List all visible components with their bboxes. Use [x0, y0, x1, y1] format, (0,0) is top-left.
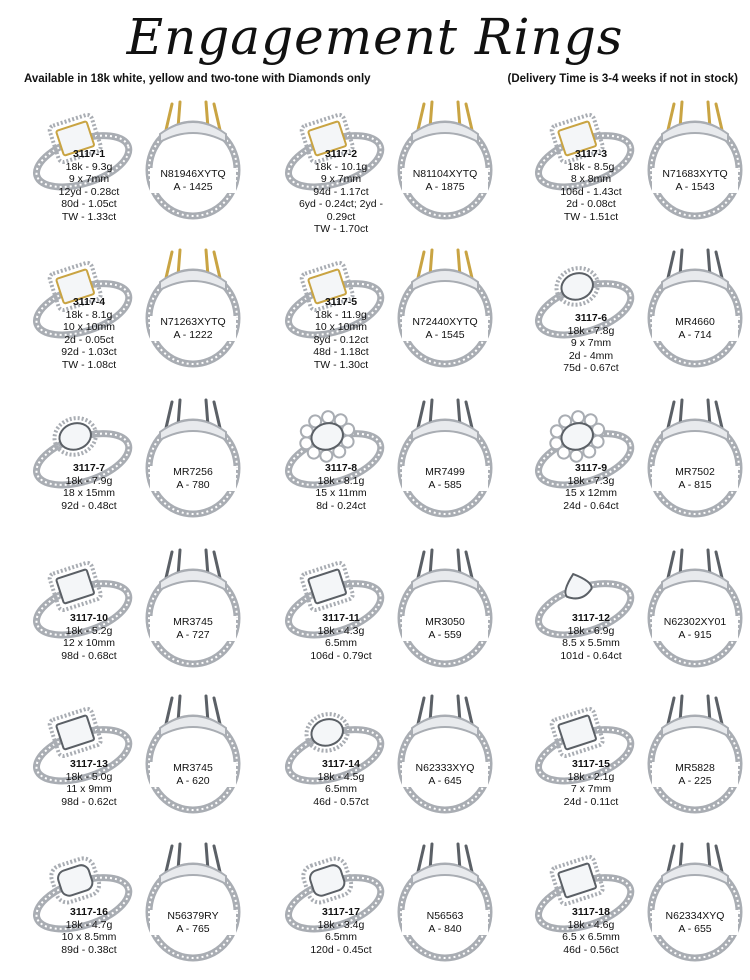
model-number	[402, 616, 488, 641]
model-number	[150, 316, 236, 341]
style-code: 3117-13	[70, 758, 108, 770]
ring-front-view-icon	[390, 832, 500, 962]
spec-line: 18k - 11.9g	[315, 308, 367, 321]
model-code: MR7499	[425, 466, 465, 478]
spec-line: 18k - 9.3g	[65, 160, 113, 173]
ring-front-view-icon	[640, 238, 750, 368]
spec-line: 106d - 0.79ct	[310, 649, 372, 662]
spec-line: 94d - 1.17ct	[313, 185, 369, 198]
style-code: 3117-10	[70, 612, 108, 624]
model-number	[402, 466, 488, 491]
style-code: 3117-18	[572, 906, 610, 918]
model-number	[402, 762, 488, 787]
spec-line: TW - 1.70ct	[313, 223, 369, 235]
page-title: Engagement Rings	[126, 8, 624, 66]
spec-line: 8.5 x 5.5mm	[562, 637, 620, 649]
ring-entry	[262, 830, 512, 980]
spec-line: 18k - 7.3g	[567, 474, 615, 487]
model-code: MR5828	[675, 762, 715, 774]
spec-line: 6yd - 0.24ct; 2yd - 0.29ct	[298, 198, 384, 223]
model-price: A - 620	[176, 774, 210, 787]
model-code: N72440XYTQ	[412, 316, 478, 328]
ring-specs	[536, 462, 646, 512]
spec-line: 92d - 0.48ct	[61, 499, 117, 512]
ring-entry	[512, 236, 750, 386]
ring-front-view-icon	[640, 832, 750, 962]
spec-line: 18k - 7.8g	[567, 324, 615, 337]
ring-entry	[512, 386, 750, 536]
delivery-note: (Delivery Time is 3-4 weeks if not in stock)	[507, 73, 738, 85]
model-code: N81946XYTQ	[160, 168, 226, 180]
model-number	[652, 168, 738, 193]
spec-line: 18k - 4.3g	[317, 624, 365, 637]
model-price: A - 780	[176, 478, 210, 491]
model-price: A - 1875	[425, 180, 465, 193]
spec-line: 46d - 0.56ct	[563, 943, 619, 956]
spec-line: 18k - 5.0g	[65, 770, 113, 783]
ring-specs	[34, 148, 144, 223]
spec-line: 2d - 4mm	[568, 349, 614, 362]
model-price: A - 225	[678, 774, 712, 787]
ring-specs	[286, 296, 396, 371]
model-number	[652, 762, 738, 787]
spec-line: 18k - 5.2g	[65, 624, 113, 637]
spec-line: 9 x 7mm	[570, 337, 612, 349]
ring-entry	[262, 386, 512, 536]
spec-line: 18 x 15mm	[63, 487, 115, 499]
spec-line: 2d - 0.08ct	[566, 198, 616, 210]
ring-entry	[10, 536, 260, 686]
spec-line: 2d - 0.05ct	[64, 333, 114, 346]
spec-line: 24d - 0.64ct	[563, 499, 619, 512]
model-price: A - 559	[428, 628, 462, 641]
ring-entry	[10, 386, 260, 536]
ring-entry	[512, 536, 750, 686]
model-code: N71263XYTQ	[160, 316, 226, 328]
model-number	[402, 910, 488, 935]
ring-specs	[34, 612, 144, 662]
ring-specs	[34, 906, 144, 956]
spec-line: 12 x 10mm	[63, 637, 115, 649]
spec-line: 6.5mm	[324, 931, 358, 943]
spec-line: 89d - 0.38ct	[61, 943, 117, 956]
style-code: 3117-8	[324, 462, 358, 474]
spec-line: 106d - 1.43ct	[560, 185, 622, 198]
spec-line: 80d - 1.05ct	[61, 198, 117, 210]
model-code: MR7502	[675, 466, 715, 478]
spec-line: 18k - 8.1g	[317, 474, 365, 487]
style-code: 3117-7	[72, 462, 106, 474]
spec-line: 18k - 8.5g	[567, 160, 615, 173]
model-number	[150, 168, 236, 193]
spec-line: 15 x 11mm	[315, 487, 367, 499]
ring-entry	[262, 682, 512, 832]
spec-line: 18k - 7.9g	[65, 474, 113, 487]
spec-line: 24d - 0.11ct	[563, 795, 619, 808]
spec-line: 18k - 2.1g	[567, 770, 615, 783]
ring-specs	[286, 906, 396, 956]
spec-line: 48d - 1.18ct	[313, 346, 369, 358]
model-code: N56379RY	[167, 910, 219, 922]
model-price: A - 1425	[173, 180, 213, 193]
spec-line: 46d - 0.57ct	[313, 795, 369, 808]
ring-specs	[536, 148, 646, 223]
ring-specs	[536, 906, 646, 956]
spec-line: 18k - 6.9g	[567, 624, 615, 637]
model-price: A - 1222	[173, 328, 213, 341]
ring-entry	[10, 682, 260, 832]
ring-entry	[10, 236, 260, 386]
ring-front-view-icon	[390, 538, 500, 668]
style-code: 3117-5	[324, 296, 358, 308]
spec-line: 11 x 9mm	[66, 783, 112, 795]
spec-line: 120d - 0.45ct	[310, 943, 372, 956]
ring-front-view-icon	[640, 684, 750, 814]
spec-line: 9 x 7mm	[320, 173, 362, 185]
spec-line: 92d - 1.03ct	[61, 346, 117, 358]
ring-specs	[536, 758, 646, 808]
model-code: MR3745	[173, 616, 213, 628]
spec-line: 12yd - 0.28ct	[58, 185, 120, 198]
model-code: N56563	[426, 910, 464, 922]
spec-line: 75d - 0.67ct	[563, 362, 619, 374]
style-code: 3117-3	[574, 148, 608, 160]
spec-line: 8 x 8mm	[570, 173, 612, 185]
spec-line: TW - 1.08ct	[61, 358, 117, 371]
ring-specs	[34, 758, 144, 808]
ring-front-view-icon	[390, 684, 500, 814]
spec-line: 10 x 10mm	[63, 321, 115, 333]
model-number	[652, 316, 738, 341]
model-price: A - 765	[176, 922, 210, 935]
model-price: A - 714	[678, 328, 712, 341]
spec-line: 98d - 0.62ct	[61, 795, 117, 808]
ring-specs	[286, 612, 396, 662]
model-price: A - 655	[678, 922, 712, 935]
model-number	[652, 466, 738, 491]
style-code: 3117-4	[72, 296, 106, 308]
model-code: N71683XYTQ	[662, 168, 728, 180]
ring-entry	[512, 682, 750, 832]
spec-line: 18k - 8.1g	[65, 308, 113, 321]
ring-front-view-icon	[138, 684, 248, 814]
spec-line: 98d - 0.68ct	[61, 649, 117, 662]
ring-entry	[10, 88, 260, 238]
spec-line: 18k - 4.7g	[65, 918, 113, 931]
ring-front-view-icon	[138, 238, 248, 368]
spec-line: 10 x 8.5mm	[61, 931, 117, 943]
spec-line: 8d - 0.24ct	[316, 499, 366, 512]
spec-line: 6.5 x 6.5mm	[562, 931, 620, 943]
ring-front-view-icon	[138, 90, 248, 220]
spec-line: TW - 1.30ct	[313, 358, 369, 371]
model-code: MR4660	[675, 316, 715, 328]
model-number	[402, 168, 488, 193]
style-code: 3117-9	[574, 462, 608, 474]
model-price: A - 915	[678, 628, 712, 641]
model-code: MR3050	[425, 616, 465, 628]
model-number	[150, 762, 236, 787]
ring-entry	[262, 536, 512, 686]
ring-front-view-icon	[138, 388, 248, 518]
model-price: A - 727	[176, 628, 210, 641]
style-code: 3117-15	[572, 758, 610, 770]
ring-front-view-icon	[138, 832, 248, 962]
spec-line: 18k - 4.6g	[567, 918, 615, 931]
model-code: MR7256	[173, 466, 213, 478]
ring-specs	[34, 296, 144, 371]
spec-line: 15 x 12mm	[565, 487, 617, 499]
style-code: 3117-14	[322, 758, 360, 770]
spec-line: TW - 1.33ct	[61, 210, 117, 223]
spec-line: 6.5mm	[324, 783, 358, 795]
ring-specs	[286, 462, 396, 512]
spec-line: 10 x 10mm	[315, 321, 367, 333]
ring-specs	[286, 148, 396, 236]
model-code: MR3745	[173, 762, 213, 774]
model-number	[402, 316, 488, 341]
ring-specs	[34, 462, 144, 512]
model-price: A - 645	[428, 774, 462, 787]
model-price: A - 840	[428, 922, 462, 935]
spec-line: 18k - 3.4g	[317, 918, 365, 931]
model-code: N62334XYQ	[665, 910, 725, 922]
ring-front-view-icon	[640, 538, 750, 668]
style-code: 3117-1	[72, 148, 106, 160]
model-number	[150, 910, 236, 935]
style-code: 3117-2	[324, 148, 358, 160]
model-price: A - 1545	[425, 328, 465, 341]
model-price: A - 815	[678, 478, 712, 491]
spec-line: TW - 1.51ct	[563, 210, 619, 223]
ring-specs	[286, 758, 396, 808]
ring-entry	[10, 830, 260, 980]
ring-front-view-icon	[390, 238, 500, 368]
spec-line: 8yd - 0.12ct	[313, 333, 369, 346]
style-code: 3117-11	[322, 612, 360, 624]
ring-specs	[536, 312, 646, 375]
ring-front-view-icon	[390, 90, 500, 220]
spec-line: 18k - 4.5g	[317, 770, 365, 783]
model-number	[150, 616, 236, 641]
ring-front-view-icon	[390, 388, 500, 518]
spec-line: 101d - 0.64ct	[560, 649, 622, 662]
ring-entry	[262, 236, 512, 386]
ring-entry	[512, 88, 750, 238]
model-number	[150, 466, 236, 491]
ring-front-view-icon	[640, 90, 750, 220]
spec-line: 6.5mm	[324, 637, 358, 649]
ring-specs	[536, 612, 646, 662]
model-price: A - 1543	[675, 180, 715, 193]
ring-entry	[262, 88, 512, 238]
availability-note: Available in 18k white, yellow and two-tone with Diamonds only	[24, 73, 371, 85]
model-code: N62302XY01	[663, 616, 727, 628]
style-code: 3117-16	[70, 906, 108, 918]
ring-front-view-icon	[640, 388, 750, 518]
ring-entry	[512, 830, 750, 980]
style-code: 3117-12	[572, 612, 610, 624]
model-code: N81104XYTQ	[412, 168, 478, 180]
model-number	[652, 910, 738, 935]
model-code: N62333XYQ	[415, 762, 475, 774]
spec-line: 7 x 7mm	[570, 783, 612, 795]
model-price: A - 585	[428, 478, 462, 491]
ring-front-view-icon	[138, 538, 248, 668]
style-code: 3117-6	[574, 312, 608, 324]
style-code: 3117-17	[322, 906, 360, 918]
model-number	[652, 616, 738, 641]
spec-line: 9 x 7mm	[68, 173, 110, 185]
spec-line: 18k - 10.1g	[314, 160, 368, 173]
